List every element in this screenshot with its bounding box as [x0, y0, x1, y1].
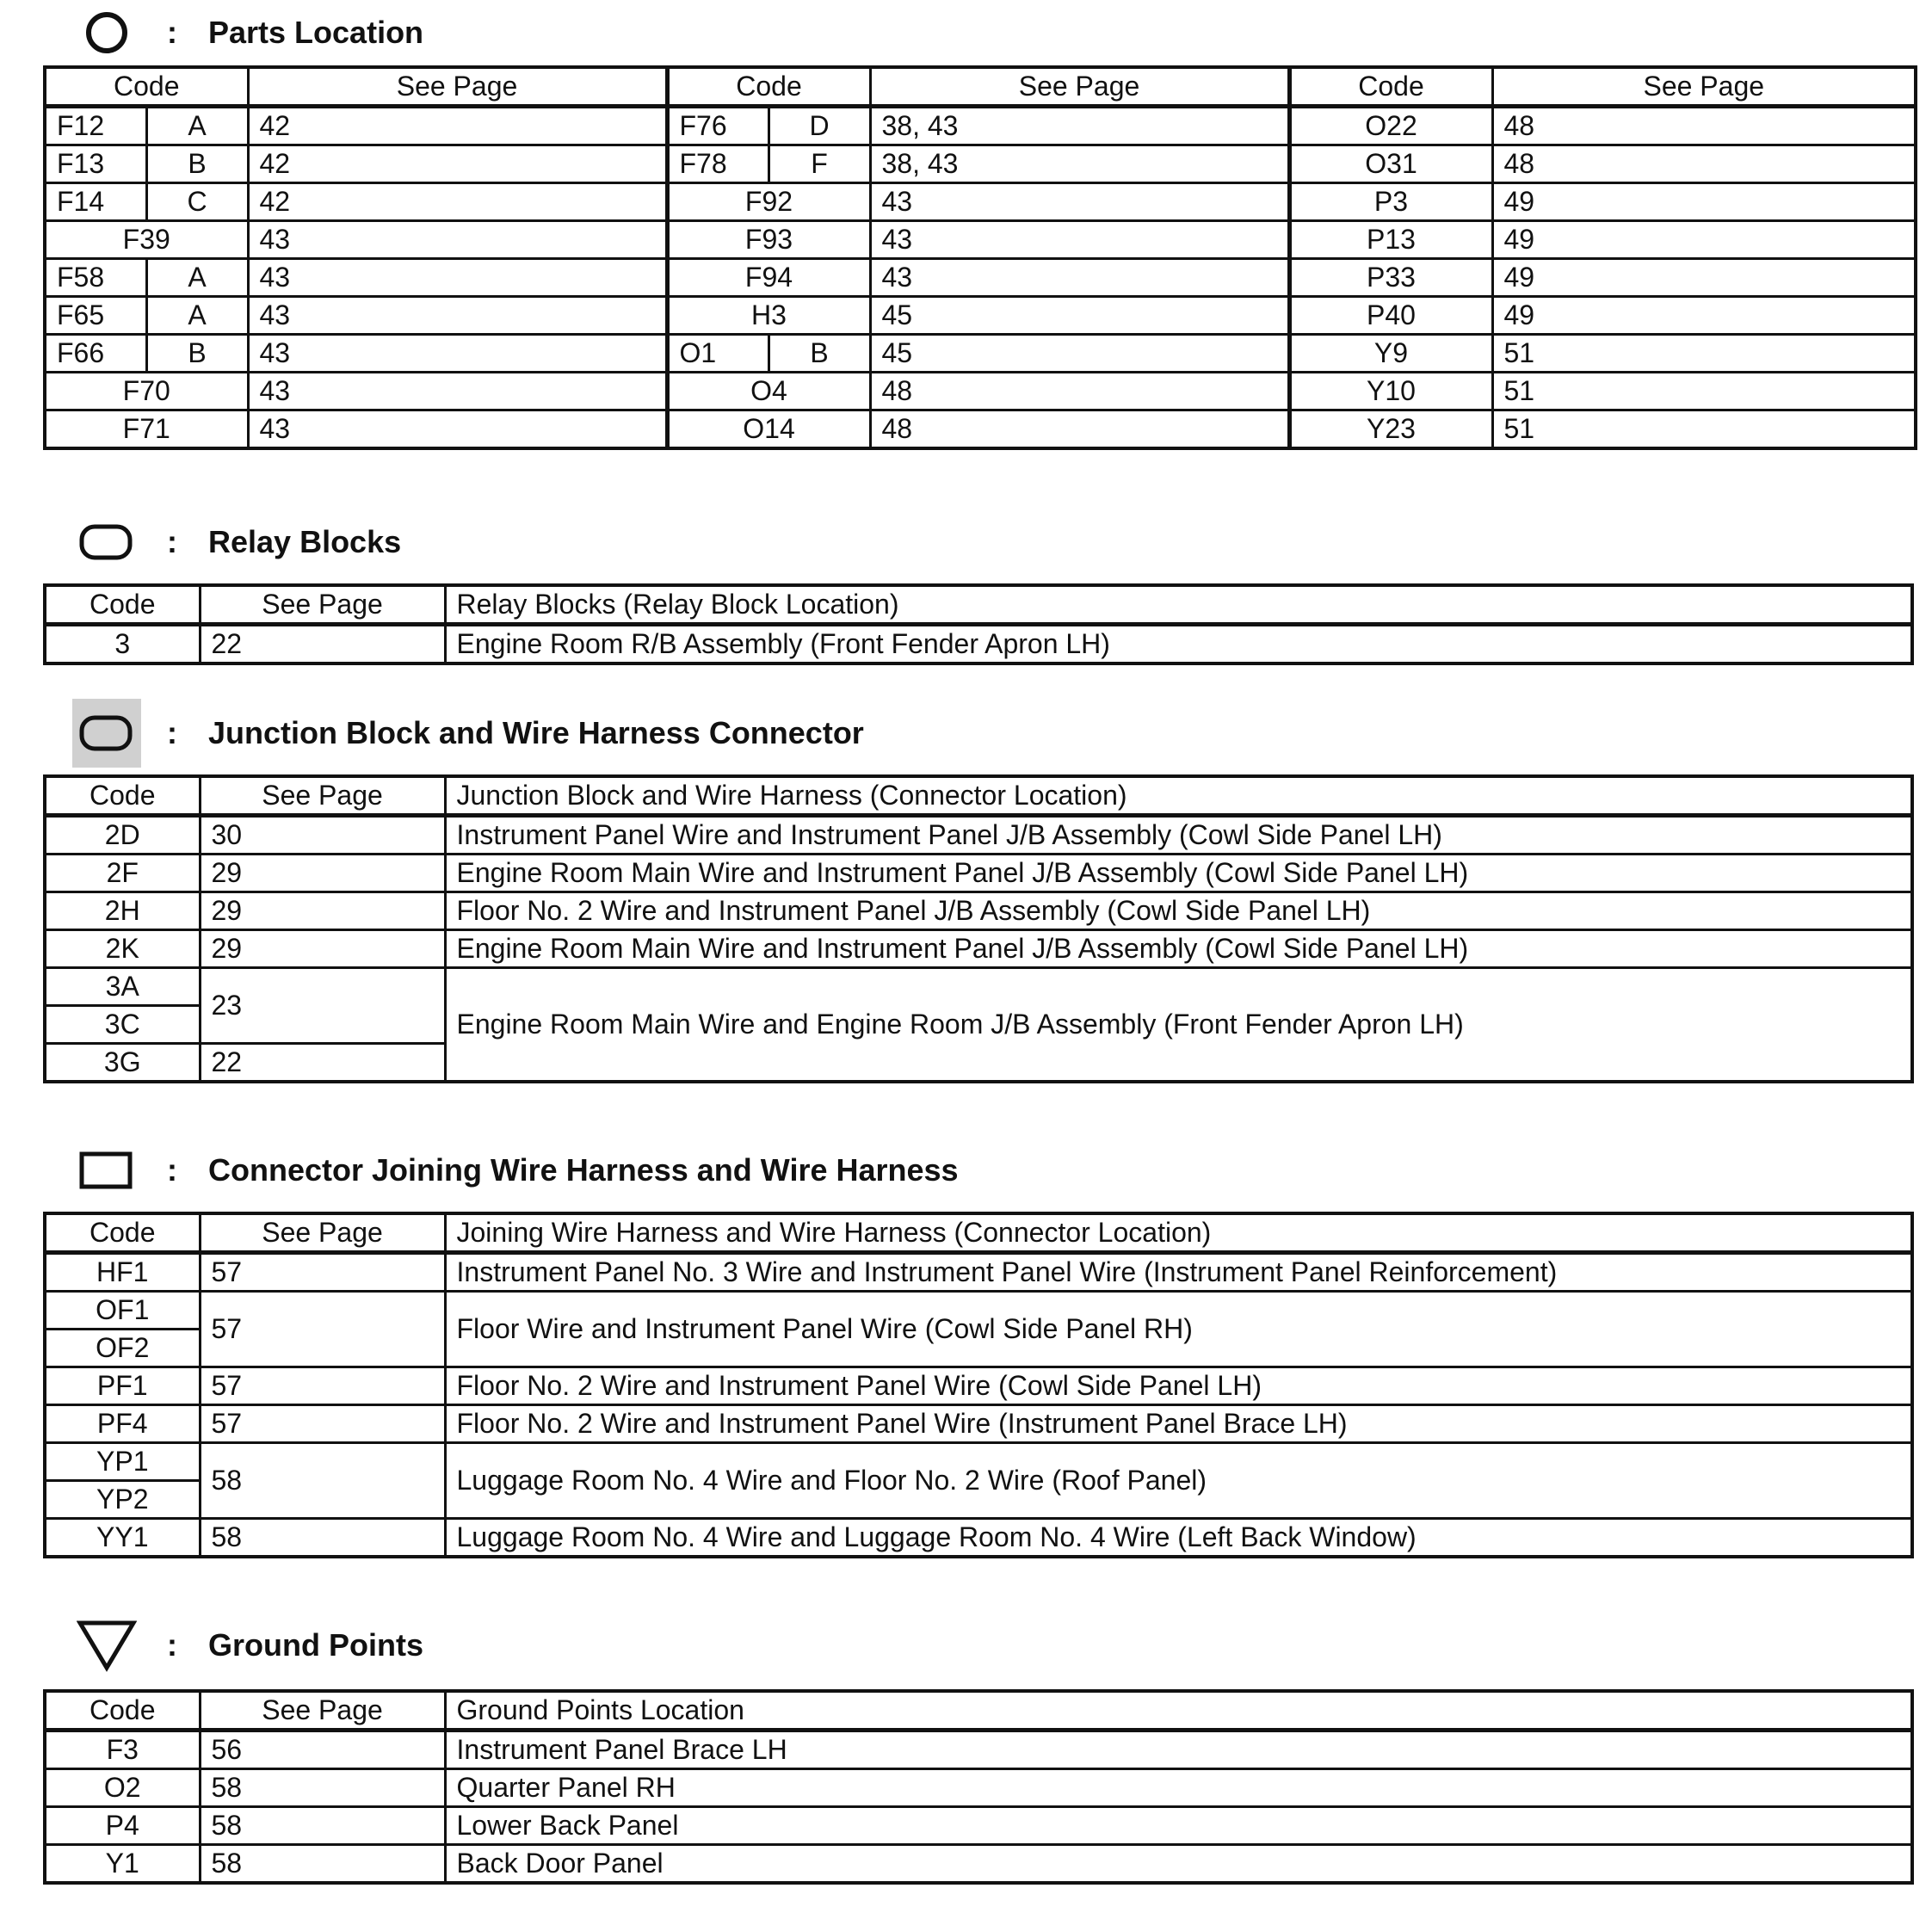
sub-code-cell: B	[146, 145, 248, 183]
sub-code-cell: A	[146, 297, 248, 335]
code-cell: F65	[45, 297, 146, 335]
code-cell: F14	[45, 183, 146, 221]
code-cell: 2K	[45, 930, 200, 968]
page-cell: 43	[870, 221, 1289, 259]
table-row	[45, 968, 1912, 1006]
page-cell: 57	[200, 1253, 445, 1292]
table-row	[45, 183, 1916, 221]
circle-icon	[72, 0, 141, 67]
section-header-parts-location	[72, 0, 423, 67]
page-cell: 30	[200, 816, 445, 855]
table-row	[45, 297, 1916, 335]
page-cell: 56	[200, 1731, 445, 1769]
code-cell: F70	[45, 373, 248, 410]
page-cell: 48	[870, 410, 1289, 449]
ground-points-table	[43, 1689, 1914, 1885]
page-cell: 57	[200, 1367, 445, 1405]
page-cell: 51	[1492, 410, 1916, 449]
section-title: Junction Block and Wire Harness Connector	[208, 715, 864, 750]
code-cell: YP2	[45, 1481, 200, 1519]
page-cell: 45	[870, 335, 1289, 373]
page-cell: 51	[1492, 335, 1916, 373]
page-cell: 43	[870, 259, 1289, 297]
table-row	[45, 1731, 1912, 1769]
table-row	[45, 625, 1912, 664]
table-header-row	[45, 585, 1912, 625]
code-cell: 3C	[45, 1006, 200, 1044]
table-row	[45, 373, 1916, 410]
code-cell: F76	[667, 107, 768, 145]
code-cell: O4	[667, 373, 870, 410]
code-cell: P13	[1289, 221, 1492, 259]
header-see-page: See Page	[1492, 67, 1916, 107]
code-cell: PF1	[45, 1367, 200, 1405]
page-cell: 22	[200, 625, 445, 664]
code-cell: O22	[1289, 107, 1492, 145]
code-cell: P3	[1289, 183, 1492, 221]
header-code: Code	[45, 585, 200, 625]
page-cell: 49	[1492, 183, 1916, 221]
sub-code-cell: B	[768, 335, 870, 373]
code-cell: F66	[45, 335, 146, 373]
code-cell: F58	[45, 259, 146, 297]
code-cell: O31	[1289, 145, 1492, 183]
page-cell: 58	[200, 1443, 445, 1519]
table-row	[45, 816, 1912, 855]
code-cell: HF1	[45, 1253, 200, 1292]
table-row	[45, 1292, 1912, 1330]
code-cell: F92	[667, 183, 870, 221]
shaded-rounded-rect-icon	[72, 699, 141, 768]
location-cell: Quarter Panel RH	[445, 1769, 1912, 1807]
sub-code-cell: C	[146, 183, 248, 221]
table-row	[45, 1769, 1912, 1807]
table-row	[45, 1807, 1912, 1845]
page-cell: 43	[248, 335, 667, 373]
code-cell: F13	[45, 145, 146, 183]
table-row	[45, 1367, 1912, 1405]
location-cell: Engine Room Main Wire and Instrument Panel J/B Assembly (Cowl Side Panel LH)	[445, 930, 1912, 968]
header-see-page: See Page	[248, 67, 667, 107]
page-cell: 42	[248, 183, 667, 221]
sub-code-cell: D	[768, 107, 870, 145]
header-code: Code	[45, 1691, 200, 1731]
header-see-page: See Page	[200, 585, 445, 625]
code-cell: YY1	[45, 1519, 200, 1558]
relay-blocks-table	[43, 583, 1914, 665]
code-cell: P40	[1289, 297, 1492, 335]
code-cell: H3	[667, 297, 870, 335]
code-cell: 2H	[45, 892, 200, 930]
location-cell: Engine Room R/B Assembly (Front Fender Apron LH)	[445, 625, 1912, 664]
location-cell: Floor Wire and Instrument Panel Wire (Cowl Side Panel RH)	[445, 1292, 1912, 1367]
section-header-ground-points	[72, 1611, 423, 1680]
code-cell: Y23	[1289, 410, 1492, 449]
page-cell: 49	[1492, 259, 1916, 297]
page-cell: 48	[1492, 107, 1916, 145]
colon: :	[167, 715, 177, 750]
table-row	[45, 335, 1916, 373]
table-row	[45, 930, 1912, 968]
code-cell: F94	[667, 259, 870, 297]
section-header-junction-block	[72, 699, 864, 768]
sub-code-cell: F	[768, 145, 870, 183]
header-code: Code	[1289, 67, 1492, 107]
page-cell: 38, 43	[870, 145, 1289, 183]
code-cell: O1	[667, 335, 768, 373]
page-cell: 51	[1492, 373, 1916, 410]
code-cell: 3A	[45, 968, 200, 1006]
page-cell: 23	[200, 968, 445, 1044]
table-row	[45, 145, 1916, 183]
page-cell: 48	[870, 373, 1289, 410]
page-cell: 43	[870, 183, 1289, 221]
sub-code-cell: B	[146, 335, 248, 373]
page-cell: 58	[200, 1807, 445, 1845]
page-cell: 49	[1492, 297, 1916, 335]
code-cell: P33	[1289, 259, 1492, 297]
table-header-row	[45, 1691, 1912, 1731]
page-cell: 57	[200, 1292, 445, 1367]
table-row	[45, 1845, 1912, 1884]
page-cell: 43	[248, 259, 667, 297]
page-cell: 29	[200, 930, 445, 968]
location-cell: Back Door Panel	[445, 1845, 1912, 1884]
square-icon	[72, 1136, 141, 1205]
table-row	[45, 221, 1916, 259]
table-row	[45, 1443, 1912, 1481]
table-header-row	[45, 67, 1916, 107]
header-see-page: See Page	[200, 1691, 445, 1731]
table-row	[45, 855, 1912, 892]
table-row	[45, 892, 1912, 930]
location-cell: Lower Back Panel	[445, 1807, 1912, 1845]
junction-block-table	[43, 774, 1914, 1083]
table-row	[45, 1405, 1912, 1443]
header-see-page: See Page	[870, 67, 1289, 107]
page-cell: 29	[200, 892, 445, 930]
table-header-row	[45, 1213, 1912, 1253]
header-code: Code	[45, 1213, 200, 1253]
code-cell: OF1	[45, 1292, 200, 1330]
code-cell: 2F	[45, 855, 200, 892]
page-cell: 58	[200, 1845, 445, 1884]
header-see-page: See Page	[200, 776, 445, 816]
section-title: Connector Joining Wire Harness and Wire Harness	[208, 1152, 959, 1188]
header-location: Relay Blocks (Relay Block Location)	[445, 585, 1912, 625]
header-see-page: See Page	[200, 1213, 445, 1253]
colon: :	[167, 524, 177, 559]
code-cell: F71	[45, 410, 248, 449]
page-cell: 42	[248, 107, 667, 145]
code-cell: Y1	[45, 1845, 200, 1884]
code-cell: P4	[45, 1807, 200, 1845]
header-location: Ground Points Location	[445, 1691, 1912, 1731]
location-cell: Floor No. 2 Wire and Instrument Panel J/B Assembly (Cowl Side Panel LH)	[445, 892, 1912, 930]
code-cell: Y10	[1289, 373, 1492, 410]
page-cell: 43	[248, 297, 667, 335]
location-cell: Instrument Panel Brace LH	[445, 1731, 1912, 1769]
colon: :	[167, 1152, 177, 1188]
code-cell: F12	[45, 107, 146, 145]
code-cell: PF4	[45, 1405, 200, 1443]
table-row	[45, 107, 1916, 145]
code-cell: 2D	[45, 816, 200, 855]
page-cell: 58	[200, 1519, 445, 1558]
page-cell: 45	[870, 297, 1289, 335]
page-cell: 43	[248, 373, 667, 410]
code-cell: F39	[45, 221, 248, 259]
code-cell: F78	[667, 145, 768, 183]
colon: :	[167, 1627, 177, 1663]
code-cell: 3	[45, 625, 200, 664]
rounded-rect-icon	[72, 508, 141, 577]
header-location: Junction Block and Wire Harness (Connector Location)	[445, 776, 1912, 816]
location-cell: Engine Room Main Wire and Engine Room J/B Assembly (Front Fender Apron LH)	[445, 968, 1912, 1083]
page-cell: 22	[200, 1044, 445, 1083]
page-cell: 43	[248, 221, 667, 259]
location-cell: Luggage Room No. 4 Wire and Luggage Room No. 4 Wire (Left Back Window)	[445, 1519, 1912, 1558]
code-cell: O2	[45, 1769, 200, 1807]
code-cell: O14	[667, 410, 870, 449]
page-cell: 57	[200, 1405, 445, 1443]
sub-code-cell: A	[146, 107, 248, 145]
code-cell: F3	[45, 1731, 200, 1769]
location-cell: Luggage Room No. 4 Wire and Floor No. 2 Wire (Roof Panel)	[445, 1443, 1912, 1519]
code-cell: YP1	[45, 1443, 200, 1481]
header-location: Joining Wire Harness and Wire Harness (Connector Location)	[445, 1213, 1912, 1253]
page-cell: 38, 43	[870, 107, 1289, 145]
section-title: Ground Points	[208, 1627, 423, 1663]
colon: :	[167, 15, 177, 50]
code-cell: F93	[667, 221, 870, 259]
parts-location-table	[43, 65, 1917, 450]
page-cell: 43	[248, 410, 667, 449]
page-cell: 58	[200, 1769, 445, 1807]
table-header-row	[45, 776, 1912, 816]
location-cell: Floor No. 2 Wire and Instrument Panel Wire (Instrument Panel Brace LH)	[445, 1405, 1912, 1443]
section-title: Relay Blocks	[208, 524, 402, 559]
triangle-down-icon	[72, 1611, 141, 1680]
location-cell: Instrument Panel No. 3 Wire and Instrument Panel Wire (Instrument Panel Reinforcement)	[445, 1253, 1912, 1292]
connector-joining-table	[43, 1212, 1914, 1558]
header-code: Code	[667, 67, 870, 107]
table-row	[45, 1253, 1912, 1292]
section-header-connector-joining	[72, 1136, 959, 1205]
location-cell: Floor No. 2 Wire and Instrument Panel Wire (Cowl Side Panel LH)	[445, 1367, 1912, 1405]
page-cell: 49	[1492, 221, 1916, 259]
location-cell: Instrument Panel Wire and Instrument Panel J/B Assembly (Cowl Side Panel LH)	[445, 816, 1912, 855]
section-title: Parts Location	[208, 15, 424, 50]
code-cell: Y9	[1289, 335, 1492, 373]
sub-code-cell: A	[146, 259, 248, 297]
header-code: Code	[45, 67, 248, 107]
page-cell: 29	[200, 855, 445, 892]
section-header-relay-blocks	[72, 508, 401, 577]
code-cell: OF2	[45, 1330, 200, 1367]
table-row	[45, 259, 1916, 297]
page-cell: 42	[248, 145, 667, 183]
location-cell: Engine Room Main Wire and Instrument Panel J/B Assembly (Cowl Side Panel LH)	[445, 855, 1912, 892]
table-row	[45, 410, 1916, 449]
page-cell: 48	[1492, 145, 1916, 183]
code-cell: 3G	[45, 1044, 200, 1083]
header-code: Code	[45, 776, 200, 816]
table-row	[45, 1519, 1912, 1558]
